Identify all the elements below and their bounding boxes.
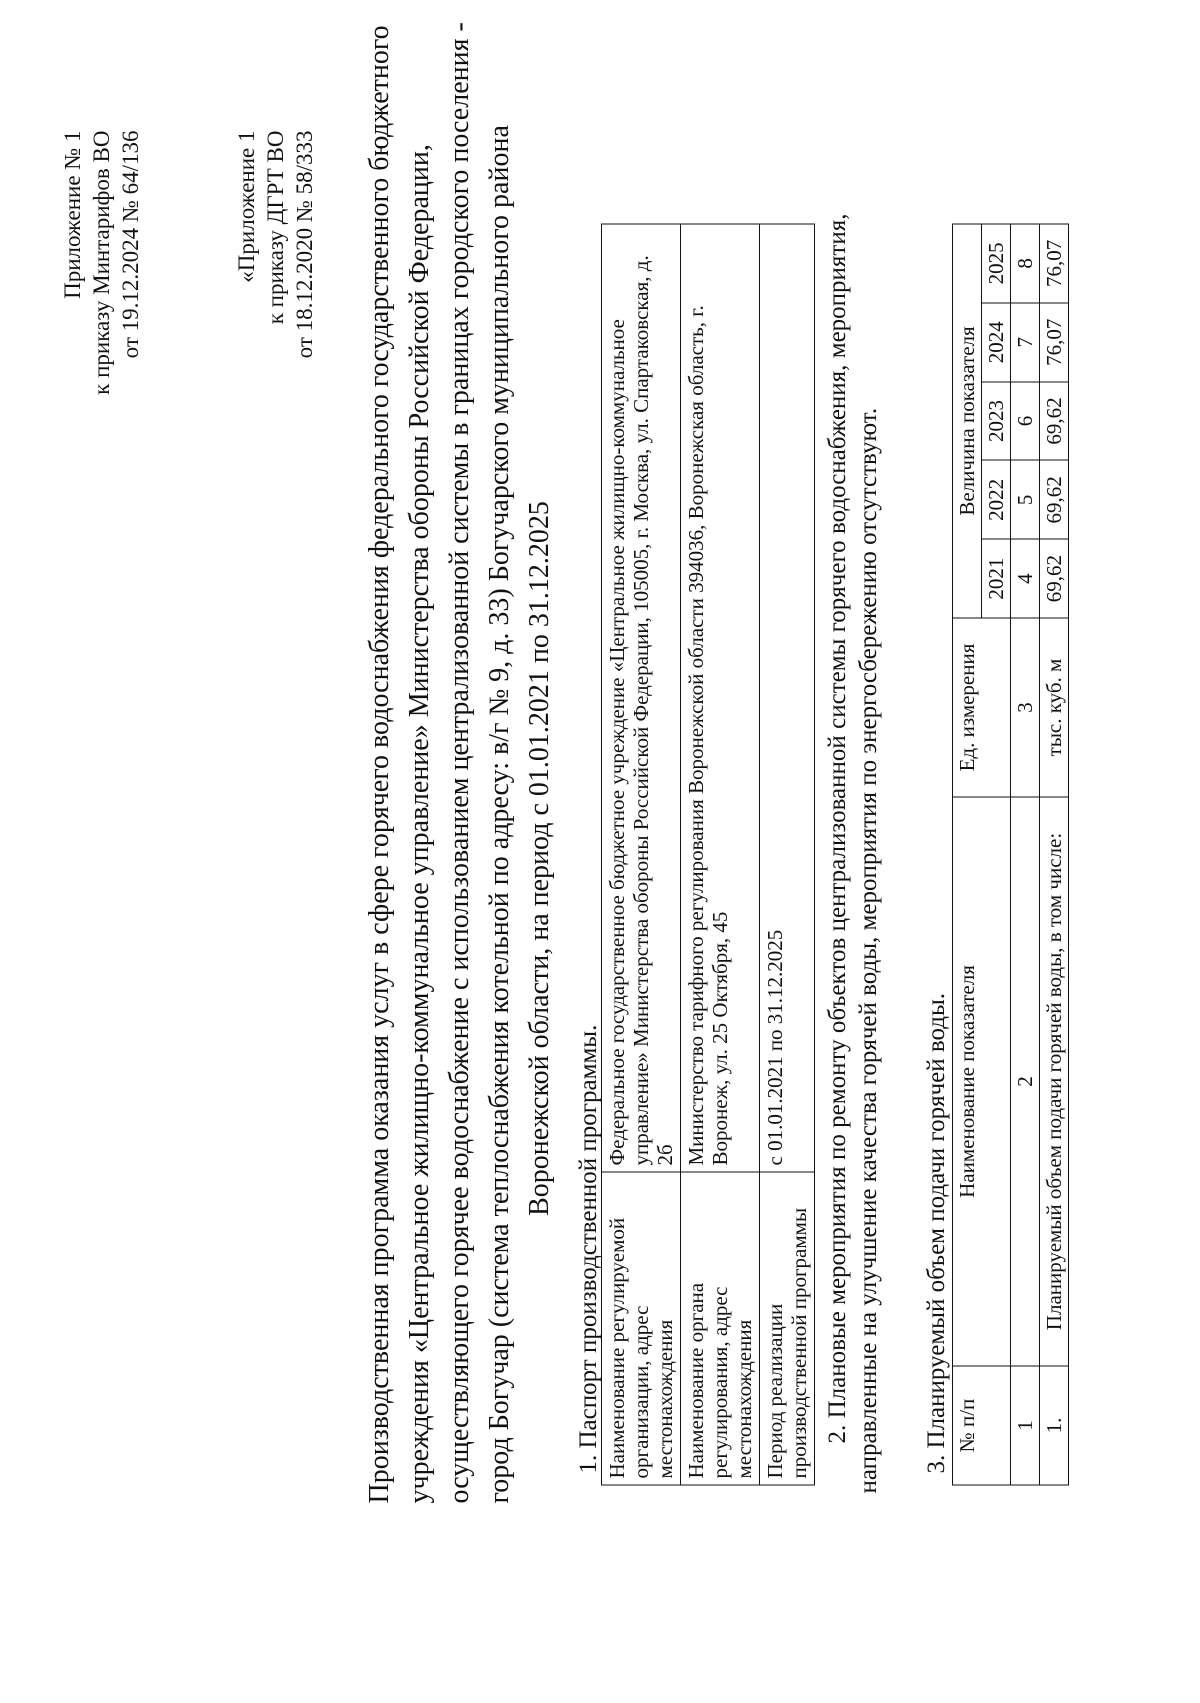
column-header-values: Величина показателя	[953, 224, 982, 618]
section2-line1: 2. Плановые мероприятия по ремонту объектов централизованной системы горячего водоснабжения, мероприятия,	[824, 213, 851, 1443]
table-row	[1040, 224, 1069, 1485]
appendix-original-line3: от 18.12.2020 № 58/333	[292, 130, 317, 358]
row-indicator-name: Планируемый объем подачи горячей воды, в том числе:	[1040, 797, 1069, 1366]
table-header-row	[953, 224, 982, 1485]
section3-heading: 3. Планируемый объем подачи горячей воды.	[923, 992, 950, 1473]
value-2022: 69,62	[1040, 460, 1069, 539]
document-title	[360, 21, 560, 1503]
year-header-2025: 2025	[982, 224, 1011, 303]
appendix-current-reference	[58, 130, 145, 394]
appendix-current-line1: Приложение № 1	[60, 130, 85, 299]
section1-heading: 1. Паспорт производственной программы.	[575, 1024, 602, 1473]
index-cell: 6	[1011, 381, 1040, 460]
value-2025: 76,07	[1040, 224, 1069, 303]
value-2021: 69,62	[1040, 539, 1069, 618]
title-line2: учреждения «Центральное жилищно-коммунальное управление» Министерства обороны Российской Федерации,	[404, 143, 435, 1503]
index-cell: 1	[1011, 1366, 1040, 1485]
index-cell: 2	[1011, 797, 1040, 1366]
column-header-number: № п/п	[953, 1366, 1011, 1485]
title-line3: осуществляющего горячее водоснабжение с использованием централизованной системы в границах городского поселения -	[444, 21, 475, 1503]
passport-value-organization: Федеральное государственное бюджетное учреждение «Центральное жилищно-коммунальное управление» Министерства обороны Российской Федерации, 105005, г. Москва, ул. Спартаковская, д. 2б	[602, 224, 681, 1172]
passport-label-organization: Наименование регулируемой организации, адрес местонахождения	[602, 1172, 681, 1485]
passport-label-regulator: Наименование органа регулирования, адрес местонахождения	[681, 1172, 760, 1485]
year-header-2023: 2023	[982, 381, 1011, 460]
year-header-2021: 2021	[982, 539, 1011, 618]
title-line4: город Богучар (система теплоснабжения котельной по адресу: в/г № 9, д. 33) Богучарского муниципального района	[484, 124, 515, 1503]
passport-table	[601, 223, 815, 1485]
table-row	[681, 224, 760, 1485]
index-cell: 4	[1011, 539, 1040, 618]
index-cell: 7	[1011, 302, 1040, 381]
section2-paragraph	[822, 213, 884, 1493]
year-header-2022: 2022	[982, 460, 1011, 539]
column-header-name: Наименование показателя	[953, 797, 1011, 1366]
hot-water-volume-table	[952, 223, 1069, 1485]
passport-label-period: Период реализации производственной программы	[760, 1172, 815, 1485]
appendix-original-line2: к приказу ДГРТ ВО	[263, 130, 288, 324]
index-cell: 8	[1011, 224, 1040, 303]
appendix-current-line2: к приказу Минтарифов ВО	[89, 130, 114, 395]
appendix-current-line3: от 19.12.2024 № 64/136	[118, 130, 143, 358]
appendix-original-reference	[232, 130, 319, 358]
value-2023: 69,62	[1040, 381, 1069, 460]
title-line1: Производственная программа оказания услуг в сфере горячего водоснабжения федерального государственного бюджетного	[364, 24, 395, 1503]
column-header-unit: Ед. измерения	[953, 618, 1011, 797]
passport-value-regulator: Министерство тарифного регулирования Воронежской области 394036, Воронежская область, г. Воронеж, ул. 25 Октября, 45	[681, 224, 760, 1172]
year-header-2024: 2024	[982, 302, 1011, 381]
appendix-original-line1: «Приложение 1	[234, 130, 259, 283]
title-line5: Воронежской области, на период с 01.01.2021 по 31.12.2025	[524, 500, 555, 1216]
table-row	[602, 224, 681, 1485]
section2-line2: направленные на улучшение качества горячей воды, мероприятия по энергосбережению отсутствуют.	[855, 407, 882, 1493]
table-index-row	[1011, 224, 1040, 1485]
value-2024: 76,07	[1040, 302, 1069, 381]
passport-value-period: с 01.01.2021 по 31.12.2025	[760, 224, 815, 1172]
index-cell: 3	[1011, 618, 1040, 797]
row-unit: тыс. куб. м	[1040, 618, 1069, 797]
table-row	[760, 224, 815, 1485]
index-cell: 5	[1011, 460, 1040, 539]
row-number: 1.	[1040, 1366, 1069, 1485]
